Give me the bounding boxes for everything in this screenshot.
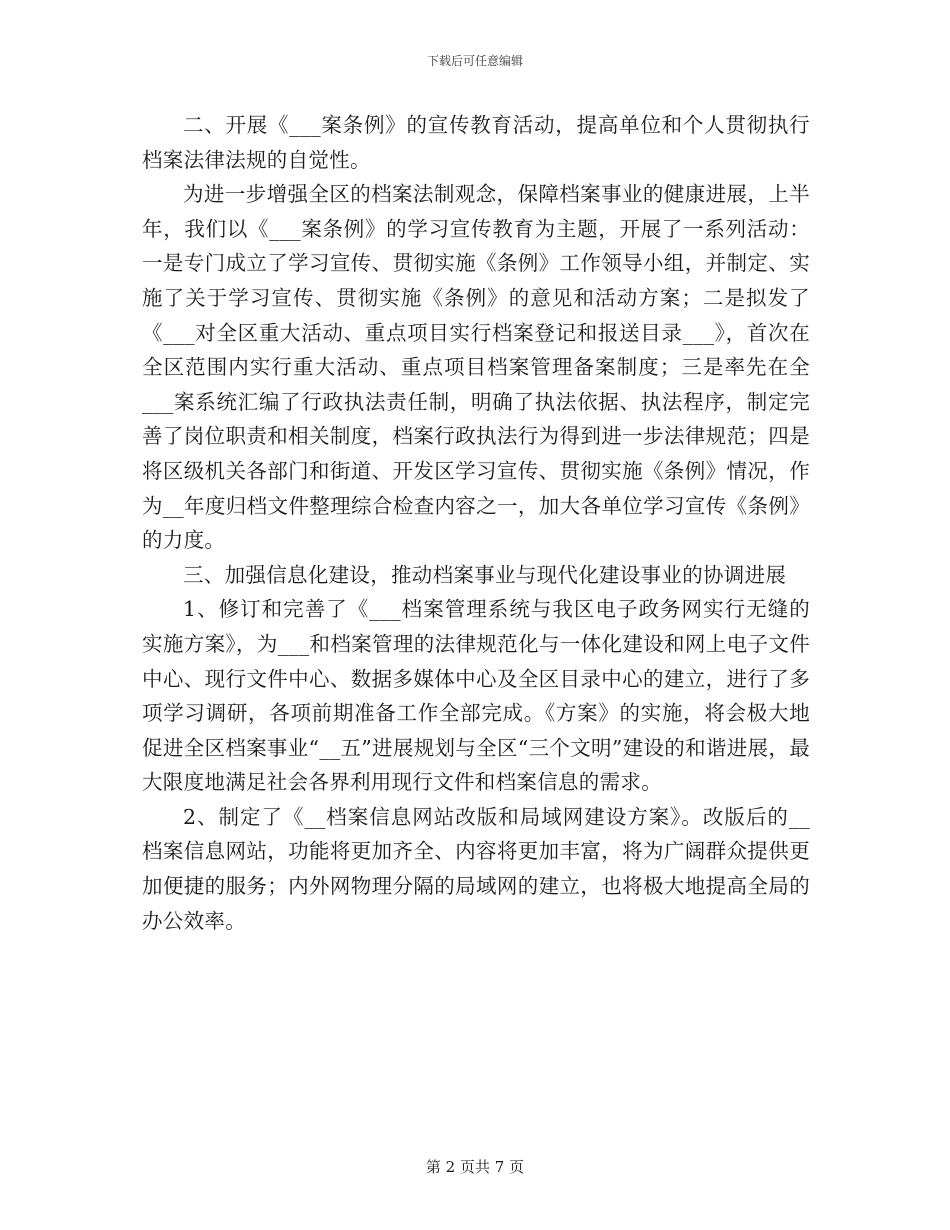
- paragraph: 2、制定了《__档案信息网站改版和局域网建设方案》。改版后的__档案信息网站，功能将更加齐全、内容将更加丰富，将为广阔群众提供更加便捷的服务；内外网物理分隔的局域网的建立，也将极大地提高全局的办公效率。: [142, 804, 810, 933]
- section-heading-3: 三、加强信息化建设，推动档案事业与现代化建设事业的协调进展: [183, 562, 787, 587]
- page-header: 下载后可任意编辑: [426, 54, 523, 68]
- paragraph: 为进一步增强全区的档案法制观念，保障档案事业的健康进展，上半年，我们以《___案条例》的学习宣传教育为主题，开展了一系列活动：一是专门成立了学习宣传、贯彻实施《条例》工作领导小组，并制定、实施了关于学习宣传、贯彻实施《条例》的意见和活动方案；二是拟发了《___对全区重大活动、重点项目实行档案登记和报送目录___》，首次在全区范围内实行重大活动、重点项目档案管理备案制度；三是率先在全___案系统汇编了行政执法责任制，明确了执法依据、执法程序，制定完善了岗位职责和相关制度，档案行政执法行为得到进一步法律规范；四是将区级机关各部门和街道、开发区学习宣传、贯彻实施《条例》情况，作为__年度归档文件整理综合检查内容之一，加大各单位学习宣传《条例》的力度。: [142, 182, 810, 553]
- document-body: [142, 108, 810, 938]
- section-heading-2: 二、开展《___案条例》的宣传教育活动，提高单位和个人贯彻执行档案法律法规的自觉性。: [142, 113, 810, 172]
- page-footer: 第 2 页共 7 页: [425, 1158, 525, 1176]
- paragraph: 1、修订和完善了《___档案管理系统与我区电子政务网实行无缝的实施方案》，为___和档案管理的法律规范化与一体化建设和网上电子文件中心、现行文件中心、数据多媒体中心及全区目录中心的建立，进行了多项学习调研，各项前期准备工作全部完成。《方案》的实施，将会极大地促进全区档案事业“__五”进展规划与全区“三个文明”建设的和谐进展，最大限度地满足社会各界利用现行文件和档案信息的需求。: [142, 597, 810, 795]
